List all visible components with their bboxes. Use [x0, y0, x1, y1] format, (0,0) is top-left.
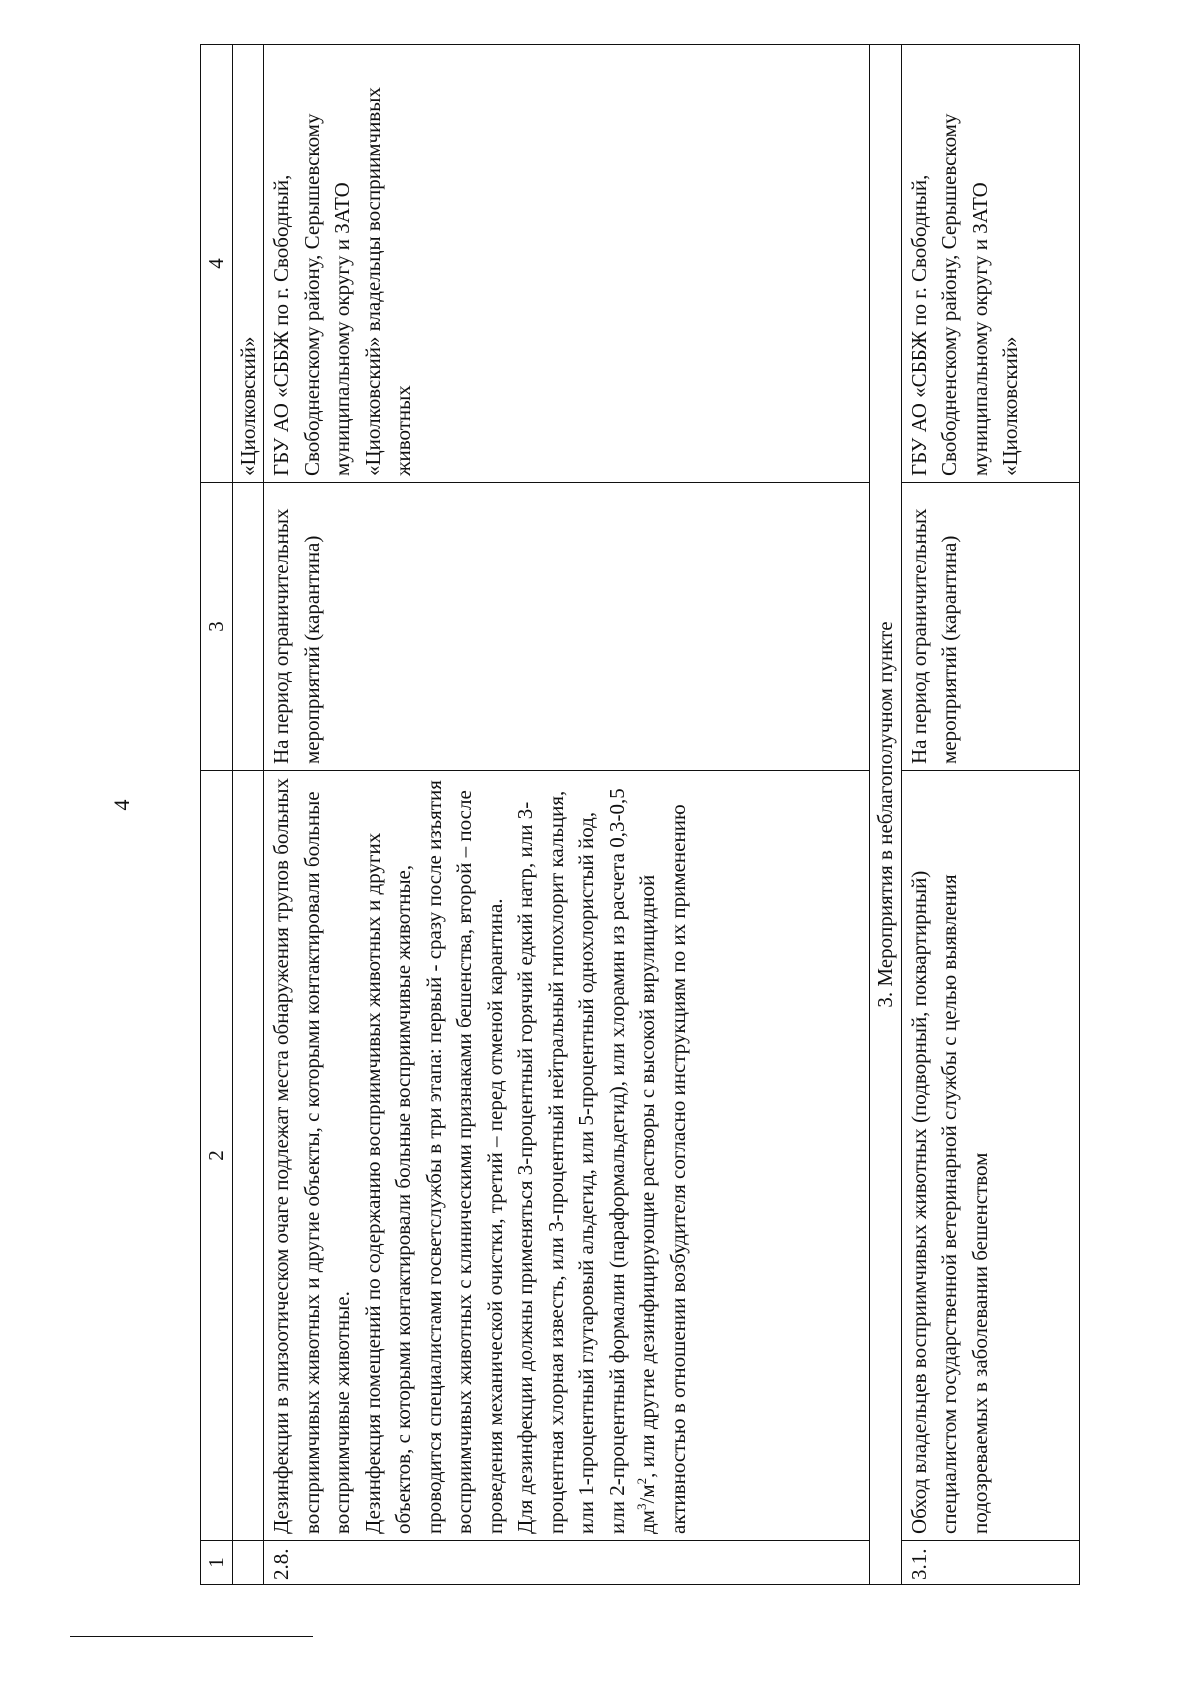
measure-paragraph: Дезинфекция помещений по содержанию восприимчивых животных и других объектов, с которыми контактировали больные восприимчивые животные, проводится специалистами госветслужбы в три этапа: первый - сразу после изъятия восприимчивых животных с клиническими признаками бешенства, второй – после проведения механической очистки, третий – перед отменой карантина. — [360, 780, 507, 1534]
table-row — [901, 45, 1079, 1585]
calc-text: , или другие дезинфицирующие растворы с высокой вирулицидной активностью в отношении возбудителя согласно инструкциям по их применению — [635, 804, 690, 1534]
footnote-divider — [70, 1636, 313, 1637]
section-row — [870, 45, 902, 1585]
responsible-cell: ГБУ АО «СББЖ по г. Свободный, Свободненскому району, Серышевскому муниципальному округу и ЗАТО «Циолковский» владельцы восприимчивых животных — [264, 45, 870, 483]
term-cell: На период ограничительных мероприятий (карантина) — [264, 483, 870, 771]
measure-cell — [264, 771, 870, 1541]
header-col-4: 4 — [201, 45, 233, 483]
superscript: 3 — [634, 1503, 649, 1511]
table-header-row — [201, 45, 233, 1585]
continuation-cell-empty — [232, 1541, 264, 1585]
header-col-2: 2 — [201, 771, 233, 1541]
header-col-1: 1 — [201, 1541, 233, 1585]
calc-text: расчета 0,3-0,5 дм — [604, 788, 659, 1534]
page-number: 4 — [109, 799, 134, 811]
continuation-cell: «Циолковский» — [232, 45, 264, 483]
continuation-row — [232, 45, 264, 1585]
measure-paragraph: Дезинфекции в эпизоотическом очаге подлежат места обнаружения трупов больных восприимчивых животных и другие объекты, с которыми контактировали больные восприимчивые животные. — [269, 777, 354, 1534]
continuation-cell-empty — [232, 483, 264, 771]
continuation-cell-empty — [232, 771, 264, 1541]
superscript: 2 — [634, 1477, 649, 1485]
section-title: 3. Мероприятия в неблагополучном пункте — [870, 45, 902, 1585]
measure-paragraph: Для дезинфекции должны применяться 3-процентный горячий едкий натр, или 3-процентная хлорная известь, или 3-процентный нейтральный гипохлорит кальция, или 1-процентный глутаровый альдегид, или 5-процентный однохлористый йод, или 2-процентный формалин (параформальдегид), или хлорамин из — [513, 790, 629, 1534]
measure-cell: Обход владельцев восприимчивых животных (подворный, поквартирный) специалистом государственной ветеринарной службы с целью выявления подозреваемых в заболевании бешенством — [901, 771, 1079, 1541]
measures-table — [200, 44, 1080, 1585]
term-cell: На период ограничительных мероприятий (карантина) — [901, 483, 1079, 771]
row-number: 2.8. — [264, 1541, 870, 1585]
row-number: 3.1. — [901, 1541, 1079, 1585]
calc-text: /м — [635, 1484, 659, 1504]
table-row — [264, 45, 870, 1585]
header-col-3: 3 — [201, 483, 233, 771]
responsible-cell: ГБУ АО «СББЖ по г. Свободный, Свободненскому району, Серышевскому муниципальному округу и ЗАТО «Циолковский» — [901, 45, 1079, 483]
rotated-table-container — [200, 45, 1080, 1585]
